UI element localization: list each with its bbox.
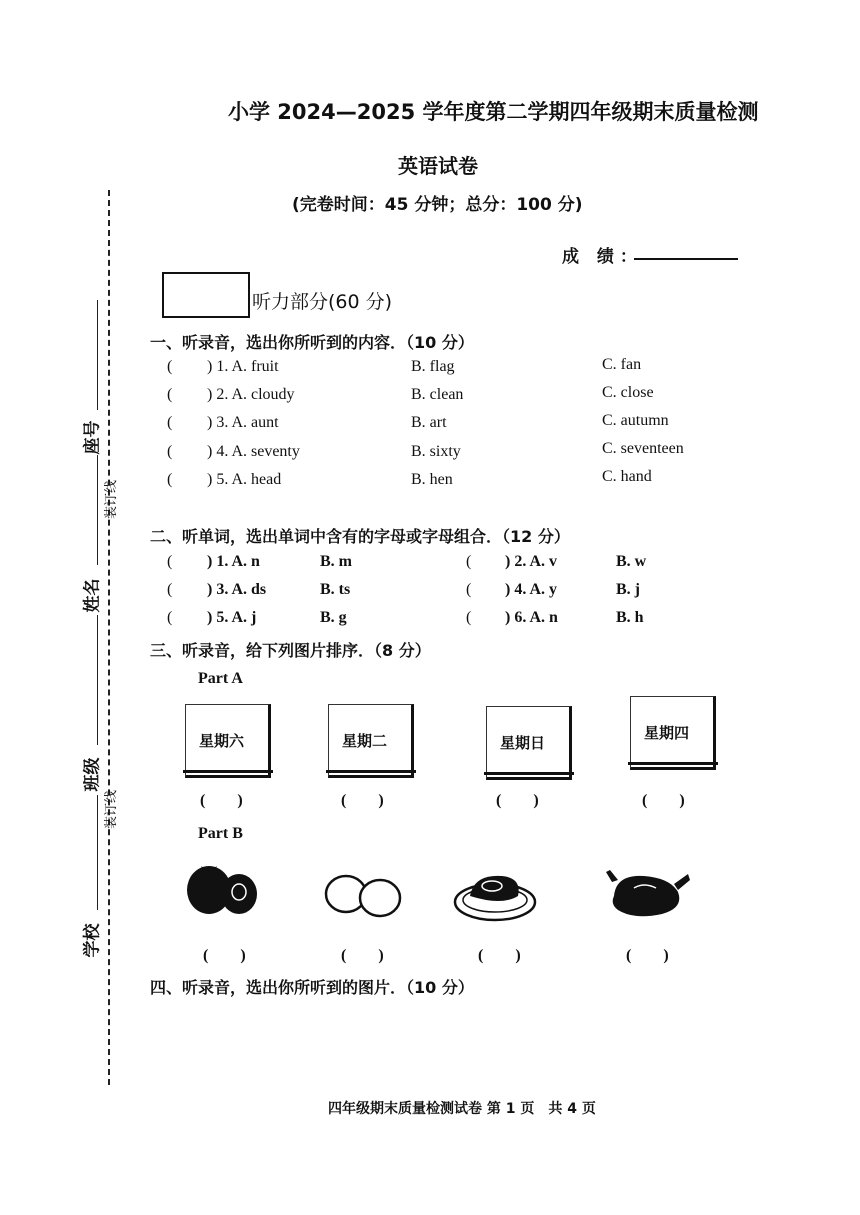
section-3-title: 三、听录音，给下列图片排序．（8 分） bbox=[150, 641, 431, 660]
s2-q6-option-b: B. h bbox=[616, 609, 644, 626]
answer-blank[interactable]: ( bbox=[167, 443, 173, 460]
part-a-label: Part A bbox=[198, 670, 243, 687]
s2-q4-option-b: B. j bbox=[616, 581, 640, 598]
option-a: ) 5. A. head bbox=[207, 471, 282, 488]
calendar-saturday bbox=[185, 704, 273, 778]
section-4-title: 四、听录音，选出你所听到的图片．（10 分） bbox=[150, 978, 474, 997]
answer-blank[interactable]: ( bbox=[167, 609, 173, 626]
margin-dashed-line bbox=[108, 190, 110, 1085]
page-footer: 四年级期末质量检测试卷 第 1 页 共 4 页 bbox=[328, 1101, 596, 1117]
part-title: 听力部分(60 分) bbox=[252, 291, 393, 313]
option-a: ) 4. A. seventy bbox=[207, 443, 300, 460]
answer-blank[interactable]: ( ) bbox=[626, 947, 669, 964]
answer-blank[interactable]: ( ) bbox=[341, 792, 384, 809]
answer-blank[interactable]: ( bbox=[167, 581, 173, 598]
option-c: C. autumn bbox=[602, 412, 669, 429]
answer-blank[interactable]: ( ) bbox=[203, 947, 246, 964]
calendar-label: 星期二 bbox=[342, 732, 388, 750]
answer-blank[interactable]: ( bbox=[167, 358, 173, 375]
s2-q1-option-a: ) 1. A. n bbox=[207, 553, 260, 570]
answer-blank[interactable]: ( ) bbox=[642, 792, 685, 809]
seat-label: 座号 bbox=[82, 420, 103, 455]
s2-q2-option-a: ) 2. A. v bbox=[505, 553, 557, 570]
calendar-tuesday bbox=[328, 704, 416, 778]
s2-q6-option-a: ) 6. A. n bbox=[505, 609, 558, 626]
option-c: C. fan bbox=[602, 356, 642, 373]
option-b: B. clean bbox=[411, 386, 464, 403]
s2-q5-option-b: B. g bbox=[320, 609, 347, 626]
s2-q1-option-b: B. m bbox=[320, 553, 352, 570]
option-a: ) 3. A. aunt bbox=[207, 414, 279, 431]
score-label: 成 绩： bbox=[562, 247, 643, 267]
calendar-label: 星期日 bbox=[500, 734, 546, 752]
answer-blank[interactable]: ( bbox=[167, 414, 173, 431]
class-label: 班级 bbox=[82, 757, 103, 792]
time-info: (完卷时间：45 分钟；总分：100 分) bbox=[292, 195, 583, 215]
part-b-label: Part B bbox=[198, 825, 243, 842]
answer-blank[interactable]: ( bbox=[466, 581, 472, 598]
section-1-title: 一、听录音，选出你所听到的内容．（10 分） bbox=[150, 333, 474, 352]
option-a: ) 1. A. fruit bbox=[207, 358, 279, 375]
calendar-thursday bbox=[630, 696, 718, 770]
exam-title: 小学 2024—2025 学年度第二学期四年级期末质量检测 bbox=[228, 100, 759, 124]
section-2-title: 二、听单词，选出单词中含有的字母或字母组合．（12 分） bbox=[150, 527, 570, 546]
answer-blank[interactable]: ( ) bbox=[341, 947, 384, 964]
roast-chicken-icon bbox=[604, 862, 692, 922]
option-b: B. art bbox=[411, 414, 447, 431]
option-c: C. close bbox=[602, 384, 654, 401]
binding-line-label-1: 装订线 bbox=[104, 479, 120, 520]
answer-blank[interactable]: ( ) bbox=[200, 792, 243, 809]
binding-line-label-2: 装订线 bbox=[104, 789, 120, 830]
calendar-sunday bbox=[486, 706, 574, 780]
option-b: B. sixty bbox=[411, 443, 461, 460]
option-a: ) 2. A. cloudy bbox=[207, 386, 295, 403]
calendar-label: 星期六 bbox=[199, 732, 245, 750]
option-b: B. flag bbox=[411, 358, 455, 375]
exam-subtitle: 英语试卷 bbox=[398, 154, 478, 178]
meat-plate-icon bbox=[452, 862, 538, 922]
answer-blank[interactable]: ( bbox=[167, 553, 173, 570]
option-c: C. seventeen bbox=[602, 440, 684, 457]
margin-line-school bbox=[97, 795, 98, 910]
margin-line-seat bbox=[97, 300, 98, 410]
section-score-box[interactable] bbox=[162, 272, 250, 318]
answer-blank[interactable]: ( ) bbox=[496, 792, 539, 809]
potato-icon bbox=[322, 868, 406, 920]
tomato-icon bbox=[183, 858, 263, 918]
option-c: C. hand bbox=[602, 468, 652, 485]
answer-blank[interactable]: ( bbox=[466, 609, 472, 626]
s2-q2-option-b: B. w bbox=[616, 553, 647, 570]
s2-q3-option-b: B. ts bbox=[320, 581, 351, 598]
margin-line-class bbox=[97, 615, 98, 745]
answer-blank[interactable]: ( bbox=[167, 471, 173, 488]
answer-blank[interactable]: ( ) bbox=[478, 947, 521, 964]
s2-q4-option-a: ) 4. A. y bbox=[505, 581, 557, 598]
name-label: 姓名 bbox=[82, 578, 103, 613]
s2-q5-option-a: ) 5. A. j bbox=[207, 609, 257, 626]
score-blank[interactable] bbox=[634, 258, 738, 260]
answer-blank[interactable]: ( bbox=[167, 386, 173, 403]
margin-line-name bbox=[97, 455, 98, 565]
school-label: 学校 bbox=[82, 923, 103, 958]
s2-q3-option-a: ) 3. A. ds bbox=[207, 581, 267, 598]
option-b: B. hen bbox=[411, 471, 453, 488]
calendar-label: 星期四 bbox=[644, 724, 690, 742]
answer-blank[interactable]: ( bbox=[466, 553, 472, 570]
